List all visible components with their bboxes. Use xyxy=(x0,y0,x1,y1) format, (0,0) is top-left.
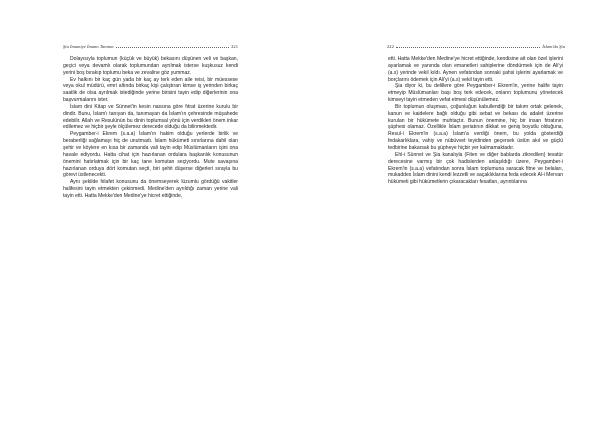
header-dotted-leader xyxy=(396,46,540,48)
paragraph: Şia diyor ki, bu delillere göre Peygamber-i Ekrem'in, yerine halife tayin etmeyip Müslümanları başı boş terk edecek, onların toplumunu yönetecek kimseyi tayin etmeden vefat etmesi düşünülemez. xyxy=(388,83,563,104)
left-page-body xyxy=(63,56,238,200)
left-header-title: Şia İmamiye İmamı Tanıma xyxy=(63,44,114,49)
left-page-header xyxy=(63,44,238,49)
right-page-number: 222 xyxy=(387,44,394,49)
paragraph: Dolayısıyla toplumun (küçük ve büyük) bekasını düşünen veli ve başkan, geçici veya devamlı olarak toplumundan ayrılmak isterse kuşkusuz kendi yerini boş bırakıp toplumu beka ve zevaline göz yummaz. xyxy=(63,56,238,76)
right-page-header xyxy=(387,44,565,49)
right-page xyxy=(300,0,600,424)
paragraph: Ev halkını bir kaç gün yada bir kaç ay terk eden aile reisi, bir müessese veya okul müdürü, emri altında birkaç kişi çalıştıran kimse iş yerinden birkaç saatlik de olsa ayrılmak istediğinde yerine birisini tayin edip diğerlerinin ona başvurmalarını ister. xyxy=(63,76,238,104)
paragraph: İslam dini Kitap ve Sünnet'in kesin nassına göre fıtrat üzerine kurulu bir dindir. Bunu, İslam'ı tanıyan da, tanımayan da İslam'ın çehresinde müşahede edebilir. Allah ve Resulünün bu dinin toplumsal yönü için verdikleri önem inkar edilemez ve hiçbir şeyle ölçülemez derecede olduğu da bilinmektedir. xyxy=(63,103,238,131)
paragraph: etti. Hatta Mekke'den Medine'ye hicret ettiğinde, kendisine ait olan özel işlerini ayarlamak ve yanında olan emanetleri sahiplerine döndürmek için de Ali'yi (a.s) yerinde vekil kıldı. Aynen vefatından sonraki şahsi işlerini ayarlamak ve borçlarını ödemek için Ali'yi (a.s) vekil tayin etti. xyxy=(388,56,563,83)
right-page-body xyxy=(388,56,563,186)
right-header-title: İslam'da Şia xyxy=(542,44,565,49)
header-dotted-leader xyxy=(116,46,230,48)
left-page-number: 221 xyxy=(231,44,238,49)
paragraph: Peygamber-i Ekrem (s.a.a) İslam'ın hakim olduğu yerlerde birlik ve beraberliği sağlamayı hiç de unutmadı. İslam hükümeti sınırlarına dahil olan şehir ve köylere en kısa bir zamanda vali tayin edip Müslümanların işini ona havale ediyordu. Hatta cihat için hazırlanan ordulara başkanlık konusunun önemini hatırlatmak için bir kaç tane komutan seçiyordu. Mute savaşına hazırlanan orduya dört komutan seçti, biri şehit düşerse diğerleri sırayla bu görevi üstlenecekti. xyxy=(63,131,238,179)
paragraph: Aynı şekilde hilafet konusunu da önemseyerek lüzumlu gördüğü vakitler halifesini tayin etmekten çekinmedi. Medine'den ayrıldığı zaman yerine vali tayin etti. Hatta Mekke'den Medine'ye hicret ettiğinde, xyxy=(63,179,238,199)
paragraph: Ehl-i Sünnet ve Şia kanalıyla (Fiten ve diğer bablarda zikredilen) tevatür derecesine varmış bir çok hadislerden anlaşıldığı üzere, Peygamber-i Ekrem'in (s.a.a) vefatından sonra İslam toplumuna saracak fitne ve belaları, mukaddes İslam dinini kendi lezzetli ve saçaklıklarına feda edecek Al-i Mervan hükümeti gibi hükümetlerin çıkaracakları fesatları, ayrıntılarına xyxy=(388,151,563,186)
paragraph: Bir toplumun oluşması, çoğunluğun kabullendiği bir takım ortak gelenek, kanun ve kaidelere bağlı olduğu gibi sebat ve bekası da adalet üzerine kurulan bir hükümete muhtaçtır. Bunun önemine, hiç bir insan fıtratının şüphesi olamaz. Özellikle İslam şeriatının dikkat ve geniş boyutlu olduğuna, Resul-i Ekrem'in (s.a.a) İslam'a verdiği önem, bu yolda gösterdiği fedakarlıklara, vahiy ve nübüvvet teyidinden geçersek üstün akıl ve güçlü tedbirine bakarsak bu şüpheye hiçbir yer kalmamaktadır. xyxy=(388,103,563,151)
